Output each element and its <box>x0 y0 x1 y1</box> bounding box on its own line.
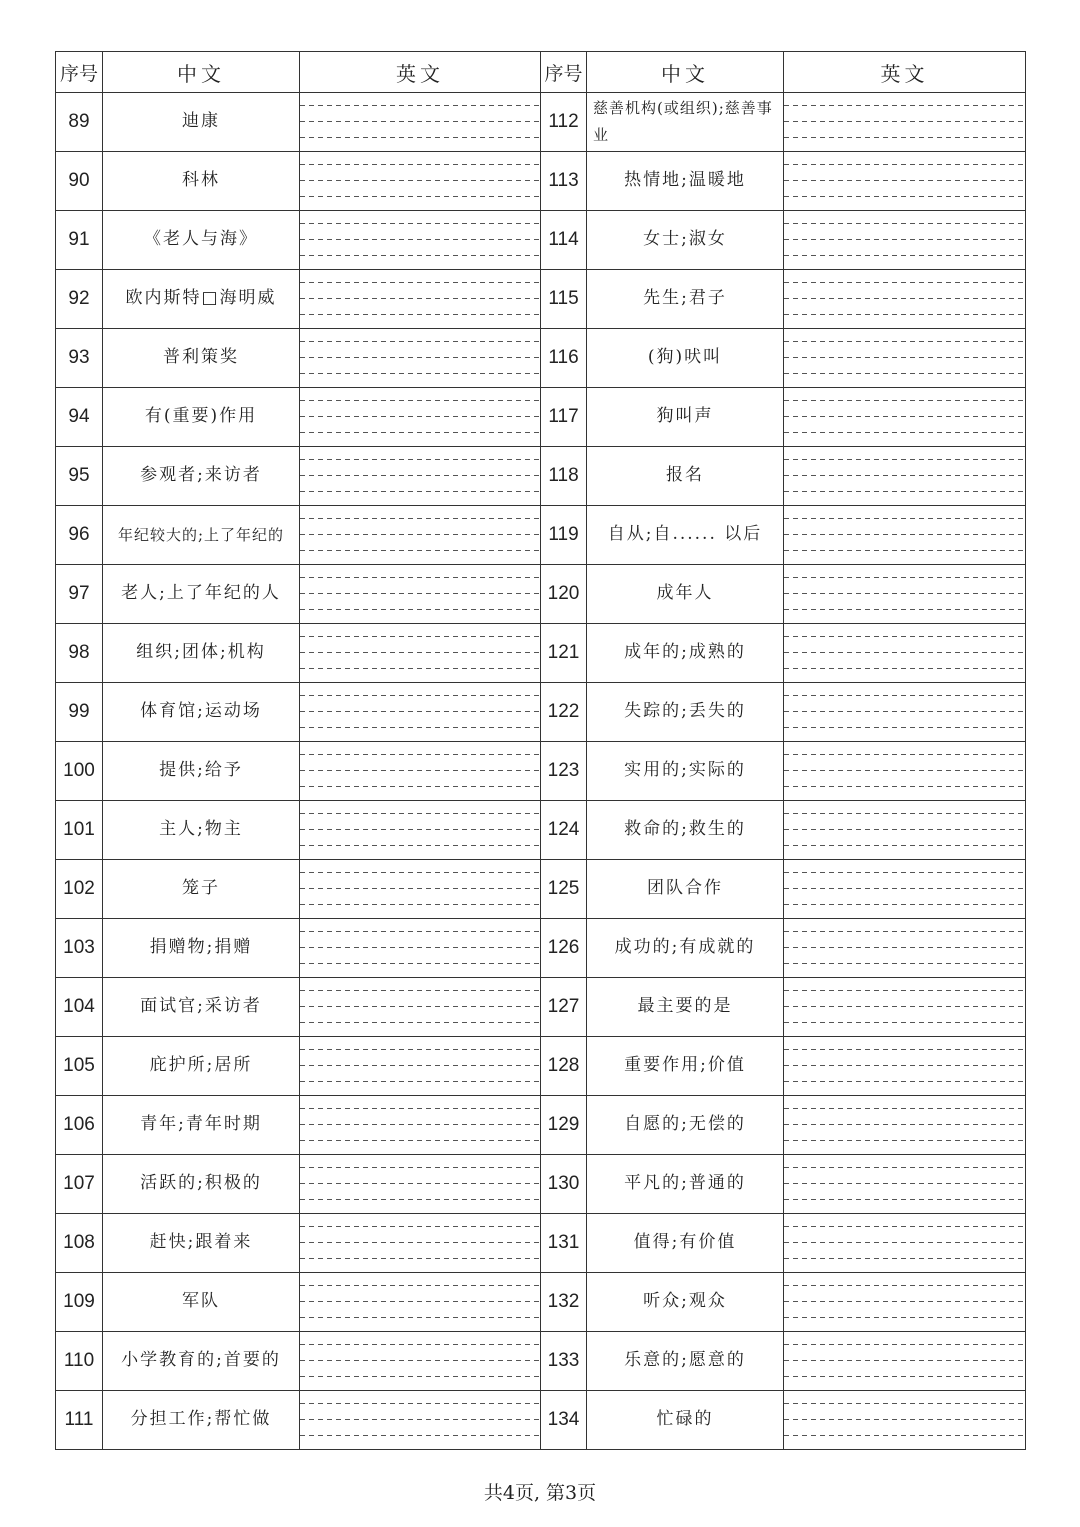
entry-number: 116 <box>541 329 587 388</box>
table-row <box>56 93 1026 152</box>
entry-number: 126 <box>541 919 587 978</box>
table-row <box>56 565 1026 624</box>
chinese-term: 捐赠物;捐赠 <box>103 919 300 978</box>
entry-number: 90 <box>56 152 103 211</box>
english-answer-lines[interactable] <box>300 565 541 624</box>
english-answer-lines[interactable] <box>784 93 1026 152</box>
english-answer-lines[interactable] <box>784 801 1026 860</box>
table-row <box>56 1155 1026 1214</box>
english-answer-lines[interactable] <box>784 683 1026 742</box>
chinese-header-left: 中文 <box>103 52 300 93</box>
entry-number: 98 <box>56 624 103 683</box>
english-answer-lines[interactable] <box>300 270 541 329</box>
chinese-term: 体育馆;运动场 <box>103 683 300 742</box>
english-answer-lines[interactable] <box>300 388 541 447</box>
chinese-term: 慈善机构(或组织);慈善事业 <box>587 93 784 152</box>
chinese-term: 庇护所;居所 <box>103 1037 300 1096</box>
english-answer-lines[interactable] <box>300 624 541 683</box>
chinese-term: 自愿的;无偿的 <box>587 1096 784 1155</box>
table-row <box>56 860 1026 919</box>
table-row <box>56 801 1026 860</box>
chinese-term: 老人;上了年纪的人 <box>103 565 300 624</box>
english-answer-lines[interactable] <box>784 919 1026 978</box>
chinese-term: 普利策奖 <box>103 329 300 388</box>
entry-number: 91 <box>56 211 103 270</box>
chinese-term: 主人;物主 <box>103 801 300 860</box>
entry-number: 114 <box>541 211 587 270</box>
table-row <box>56 447 1026 506</box>
table-row <box>56 624 1026 683</box>
entry-number: 120 <box>541 565 587 624</box>
entry-number: 105 <box>56 1037 103 1096</box>
english-answer-lines[interactable] <box>784 506 1026 565</box>
entry-number: 128 <box>541 1037 587 1096</box>
table-row <box>56 1214 1026 1273</box>
table-row <box>56 211 1026 270</box>
entry-number: 109 <box>56 1273 103 1332</box>
entry-number: 123 <box>541 742 587 801</box>
entry-number: 107 <box>56 1155 103 1214</box>
chinese-term: 分担工作;帮忙做 <box>103 1391 300 1450</box>
english-answer-lines[interactable] <box>300 506 541 565</box>
english-answer-lines[interactable] <box>784 329 1026 388</box>
chinese-term: 成功的;有成就的 <box>587 919 784 978</box>
entry-number: 125 <box>541 860 587 919</box>
table-row <box>56 152 1026 211</box>
chinese-term: 实用的;实际的 <box>587 742 784 801</box>
chinese-term: 狗叫声 <box>587 388 784 447</box>
entry-number: 92 <box>56 270 103 329</box>
english-answer-lines[interactable] <box>784 1391 1026 1450</box>
english-answer-lines[interactable] <box>300 683 541 742</box>
chinese-term: 报名 <box>587 447 784 506</box>
entry-number: 112 <box>541 93 587 152</box>
chinese-term: 活跃的;积极的 <box>103 1155 300 1214</box>
english-answer-lines[interactable] <box>300 919 541 978</box>
entry-number: 132 <box>541 1273 587 1332</box>
table-row <box>56 388 1026 447</box>
vocabulary-worksheet <box>55 51 1025 1468</box>
entry-number: 108 <box>56 1214 103 1273</box>
table-row <box>56 978 1026 1037</box>
chinese-term: 面试官;采访者 <box>103 978 300 1037</box>
english-answer-lines[interactable] <box>300 978 541 1037</box>
entry-number: 115 <box>541 270 587 329</box>
table-row <box>56 742 1026 801</box>
chinese-header-right: 中文 <box>587 52 784 93</box>
english-answer-lines[interactable] <box>784 388 1026 447</box>
chinese-term: 先生;君子 <box>587 270 784 329</box>
entry-number: 124 <box>541 801 587 860</box>
english-answer-lines[interactable] <box>300 1391 541 1450</box>
chinese-term: 最主要的是 <box>587 978 784 1037</box>
chinese-term: 女士;淑女 <box>587 211 784 270</box>
english-answer-lines[interactable] <box>784 270 1026 329</box>
entry-number: 117 <box>541 388 587 447</box>
chinese-term: 组织;团体;机构 <box>103 624 300 683</box>
chinese-term: 小学教育的;首要的 <box>103 1332 300 1391</box>
chinese-term: 年纪较大的;上了年纪的 <box>103 506 300 565</box>
entry-number: 110 <box>56 1332 103 1391</box>
entry-number: 100 <box>56 742 103 801</box>
entry-number: 113 <box>541 152 587 211</box>
chinese-term: 军队 <box>103 1273 300 1332</box>
english-answer-lines[interactable] <box>784 624 1026 683</box>
table-header-row <box>56 52 1026 93</box>
english-answer-lines[interactable] <box>300 860 541 919</box>
entry-number: 94 <box>56 388 103 447</box>
entry-number: 122 <box>541 683 587 742</box>
chinese-term: 迪康 <box>103 93 300 152</box>
english-answer-lines[interactable] <box>784 742 1026 801</box>
english-answer-lines[interactable] <box>300 447 541 506</box>
english-answer-lines[interactable] <box>300 801 541 860</box>
entry-number: 121 <box>541 624 587 683</box>
chinese-term: 有(重要)作用 <box>103 388 300 447</box>
chinese-term: 平凡的;普通的 <box>587 1155 784 1214</box>
entry-number: 101 <box>56 801 103 860</box>
table-row <box>56 1037 1026 1096</box>
entry-number: 99 <box>56 683 103 742</box>
chinese-term: 科林 <box>103 152 300 211</box>
english-answer-lines[interactable] <box>784 565 1026 624</box>
table-row <box>56 1332 1026 1391</box>
chinese-term: 成年人 <box>587 565 784 624</box>
entry-number: 96 <box>56 506 103 565</box>
table-row <box>56 506 1026 565</box>
table-row <box>56 270 1026 329</box>
english-answer-lines[interactable] <box>300 1037 541 1096</box>
english-answer-lines[interactable] <box>784 1155 1026 1214</box>
chinese-term: 《老人与海》 <box>103 211 300 270</box>
entry-number: 130 <box>541 1155 587 1214</box>
index-header-left: 序号 <box>56 52 103 93</box>
chinese-term: 忙碌的 <box>587 1391 784 1450</box>
table-row <box>56 1273 1026 1332</box>
entry-number: 104 <box>56 978 103 1037</box>
english-answer-lines[interactable] <box>784 1214 1026 1273</box>
page-footer: 共4页, 第3页 <box>483 1482 597 1504</box>
chinese-term: 救命的;救生的 <box>587 801 784 860</box>
entry-number: 93 <box>56 329 103 388</box>
chinese-term: 失踪的;丢失的 <box>587 683 784 742</box>
entry-number: 131 <box>541 1214 587 1273</box>
chinese-term: (狗)吠叫 <box>587 329 784 388</box>
chinese-term: 欧内斯特□海明威 <box>103 270 300 329</box>
english-answer-lines[interactable] <box>300 742 541 801</box>
chinese-term: 参观者;来访者 <box>103 447 300 506</box>
chinese-term: 值得;有价值 <box>587 1214 784 1273</box>
chinese-term: 听众;观众 <box>587 1273 784 1332</box>
english-answer-lines[interactable] <box>300 1214 541 1273</box>
chinese-term: 成年的;成熟的 <box>587 624 784 683</box>
english-header-right: 英文 <box>784 52 1026 93</box>
chinese-term: 热情地;温暖地 <box>587 152 784 211</box>
entry-number: 111 <box>56 1391 103 1450</box>
chinese-term: 乐意的;愿意的 <box>587 1332 784 1391</box>
entry-number: 89 <box>56 93 103 152</box>
entry-number: 106 <box>56 1096 103 1155</box>
table-row <box>56 919 1026 978</box>
index-header-right: 序号 <box>541 52 587 93</box>
table-row <box>56 1391 1026 1450</box>
english-answer-lines[interactable] <box>784 1332 1026 1391</box>
chinese-term: 青年;青年时期 <box>103 1096 300 1155</box>
table-row <box>56 683 1026 742</box>
english-answer-lines[interactable] <box>300 211 541 270</box>
table-row <box>56 329 1026 388</box>
entry-number: 95 <box>56 447 103 506</box>
english-answer-lines[interactable] <box>784 152 1026 211</box>
chinese-term: 赶快;跟着来 <box>103 1214 300 1273</box>
english-answer-lines[interactable] <box>784 1273 1026 1332</box>
entry-number: 119 <box>541 506 587 565</box>
english-answer-lines[interactable] <box>300 1332 541 1391</box>
chinese-term: 团队合作 <box>587 860 784 919</box>
entry-number: 129 <box>541 1096 587 1155</box>
entry-number: 103 <box>56 919 103 978</box>
entry-number: 127 <box>541 978 587 1037</box>
english-answer-lines[interactable] <box>300 329 541 388</box>
english-answer-lines[interactable] <box>300 93 541 152</box>
english-answer-lines[interactable] <box>784 1096 1026 1155</box>
entry-number: 97 <box>56 565 103 624</box>
table-row <box>56 1096 1026 1155</box>
english-answer-lines[interactable] <box>300 1273 541 1332</box>
entry-number: 102 <box>56 860 103 919</box>
chinese-term: 自从;自...... 以后 <box>587 506 784 565</box>
entry-number: 118 <box>541 447 587 506</box>
english-answer-lines[interactable] <box>784 447 1026 506</box>
entry-number: 134 <box>541 1391 587 1450</box>
chinese-term: 重要作用;价值 <box>587 1037 784 1096</box>
english-answer-lines[interactable] <box>300 1155 541 1214</box>
english-answer-lines[interactable] <box>784 211 1026 270</box>
english-answer-lines[interactable] <box>784 1037 1026 1096</box>
chinese-term: 笼子 <box>103 860 300 919</box>
english-answer-lines[interactable] <box>784 860 1026 919</box>
vocabulary-table <box>55 51 1026 1450</box>
entry-number: 133 <box>541 1332 587 1391</box>
english-answer-lines[interactable] <box>300 152 541 211</box>
english-answer-lines[interactable] <box>784 978 1026 1037</box>
english-header-left: 英文 <box>300 52 541 93</box>
chinese-term: 提供;给予 <box>103 742 300 801</box>
english-answer-lines[interactable] <box>300 1096 541 1155</box>
